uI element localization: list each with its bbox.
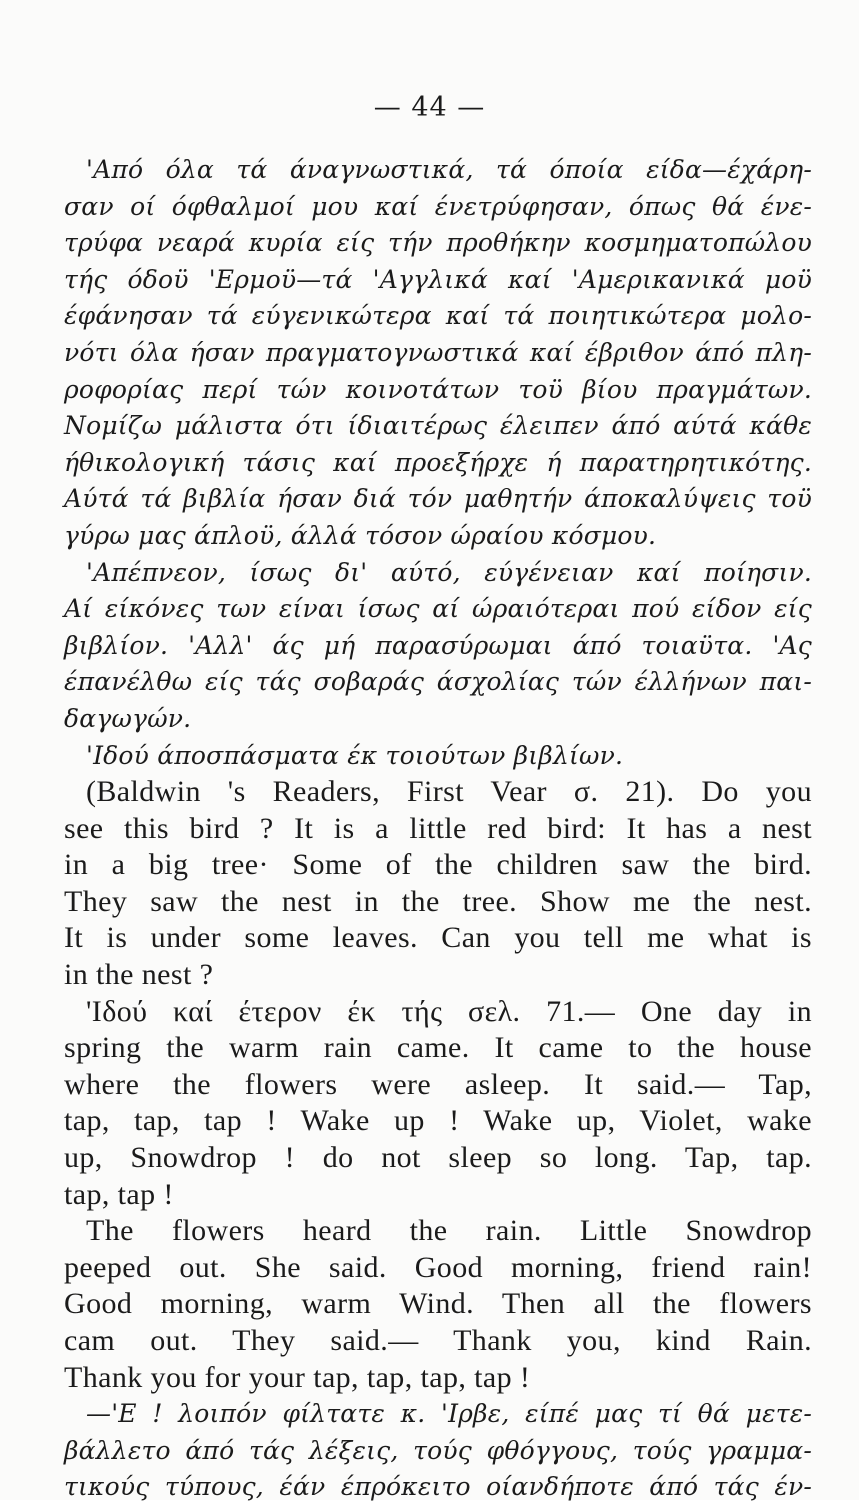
text-line: up, Snowdrop ! do not sleep so long. Tap, tap. [64, 1141, 812, 1175]
text-line: where the flowers were asleep. It said.— Tap, [64, 1067, 812, 1101]
text-line: cam out. They said.— Thank you, kind Rain. [64, 1324, 812, 1357]
text-line: in a big tree· Some of the children saw the bird. [64, 848, 812, 882]
text-line: Νομίζω μάλιστα ότι ίδιαιτέρως έλειπεν άπό αύτά κάθε [64, 411, 812, 441]
text-line: spring the warm rain came. It came to the house [64, 1031, 812, 1065]
text-line: νότι όλα ήσαν πραγματογνωστικά καί έβριθον άπό πλη- [64, 337, 812, 367]
text-line: It is under some leaves. Can you tell me what is [64, 921, 812, 955]
text-line: έφάνησαν τά εύγενικώτερα καί τά ποιητικώτερα μολο- [64, 301, 812, 331]
text-line: (Baldwin 's Readers, First Vear σ. 21). Do you [86, 775, 812, 809]
text-line: βάλλετο άπό τάς λέξεις, τούς φθόγγους, τούς γραμμα- [64, 1435, 812, 1465]
text-line: τρύφα νεαρά κυρία είς τήν προθήκην κοσμηματοπώλου [64, 228, 812, 258]
text-line: 'Από όλα τά άναγνωστικά, τά όποία είδα—έχάρη- [86, 155, 812, 184]
text-line: Αί είκόνες των είναι ίσως αί ώραιότεραι πού είδον είς [64, 594, 812, 624]
text-line: Αύτά τά βιβλία ήσαν διά τόν μαθητήν άποκαλύψεις τοϋ [64, 484, 812, 514]
body-text [64, 152, 812, 1506]
text-line: —'Ε ! λοιπόν φίλτατε κ. 'Ιρβε, είπέ μας τί θά μετε- [86, 1399, 812, 1429]
text-line: ήθικολογική τάσις καί προεξήρχε ή παρατηρητικότης. [64, 447, 812, 477]
text-line: Good morning, warm Wind. Then all the flowers [64, 1287, 812, 1321]
text-line: τής όδοϋ 'Ερμοϋ—τά 'Αγγλικά καί 'Αμερικανικά μοϋ [64, 264, 812, 294]
text-line: έπανέλθω είς τάς σοβαράς άσχολίας τών έλλήνων παι- [64, 667, 812, 697]
text-line: see this bird ? It is a little red bird: It has a nest [64, 811, 812, 845]
text-line: δαγωγών. [64, 703, 192, 733]
text-line: in the nest ? [64, 958, 214, 992]
text-line: 'Ιδού άποσπάσματα έκ τοιούτων βιβλίων. [86, 740, 624, 770]
text-line: tap, tap ! [64, 1177, 174, 1211]
text-line: peeped out. She said. Good morning, friend rain! [64, 1250, 812, 1284]
text-line: τικούς τύπους, έάν έπρόκειτο οίανδήποτε άπό τάς έν- [64, 1472, 812, 1502]
text-line: ροφορίας περί τών κοινοτάτων τοϋ βίου πραγμάτων. [64, 374, 812, 404]
text-line: The flowers heard the rain. Little Snowdrop [86, 1214, 812, 1248]
text-line: σαν οί όφθαλμοί μου καί ένετρύφησαν, όπως θά ένε- [64, 191, 812, 221]
text-line: Thank you for your tap, tap, tap, tap ! [64, 1360, 531, 1394]
text-line: βιβλίον. 'Αλλ' άς μή παρασύρωμαι άπό τοιαϋτα. 'Ας [64, 630, 812, 660]
text-line: tap, tap, tap ! Wake up ! Wake up, Violet, wake [64, 1104, 812, 1138]
text-line: γύρω μας άπλοϋ, άλλά τόσον ώραίου κόσμου. [64, 520, 657, 550]
page-number: — 44 — [373, 92, 486, 123]
text-line: 'Απέπνεον, ίσως δι' αύτό, εύγένειαν καί ποίησιν. [86, 557, 812, 587]
text-line: They saw the nest in the tree. Show me the nest. [64, 884, 812, 918]
text-line: 'Ιδού καί έτερον έκ τής σελ. 71.— One day in [86, 994, 812, 1028]
